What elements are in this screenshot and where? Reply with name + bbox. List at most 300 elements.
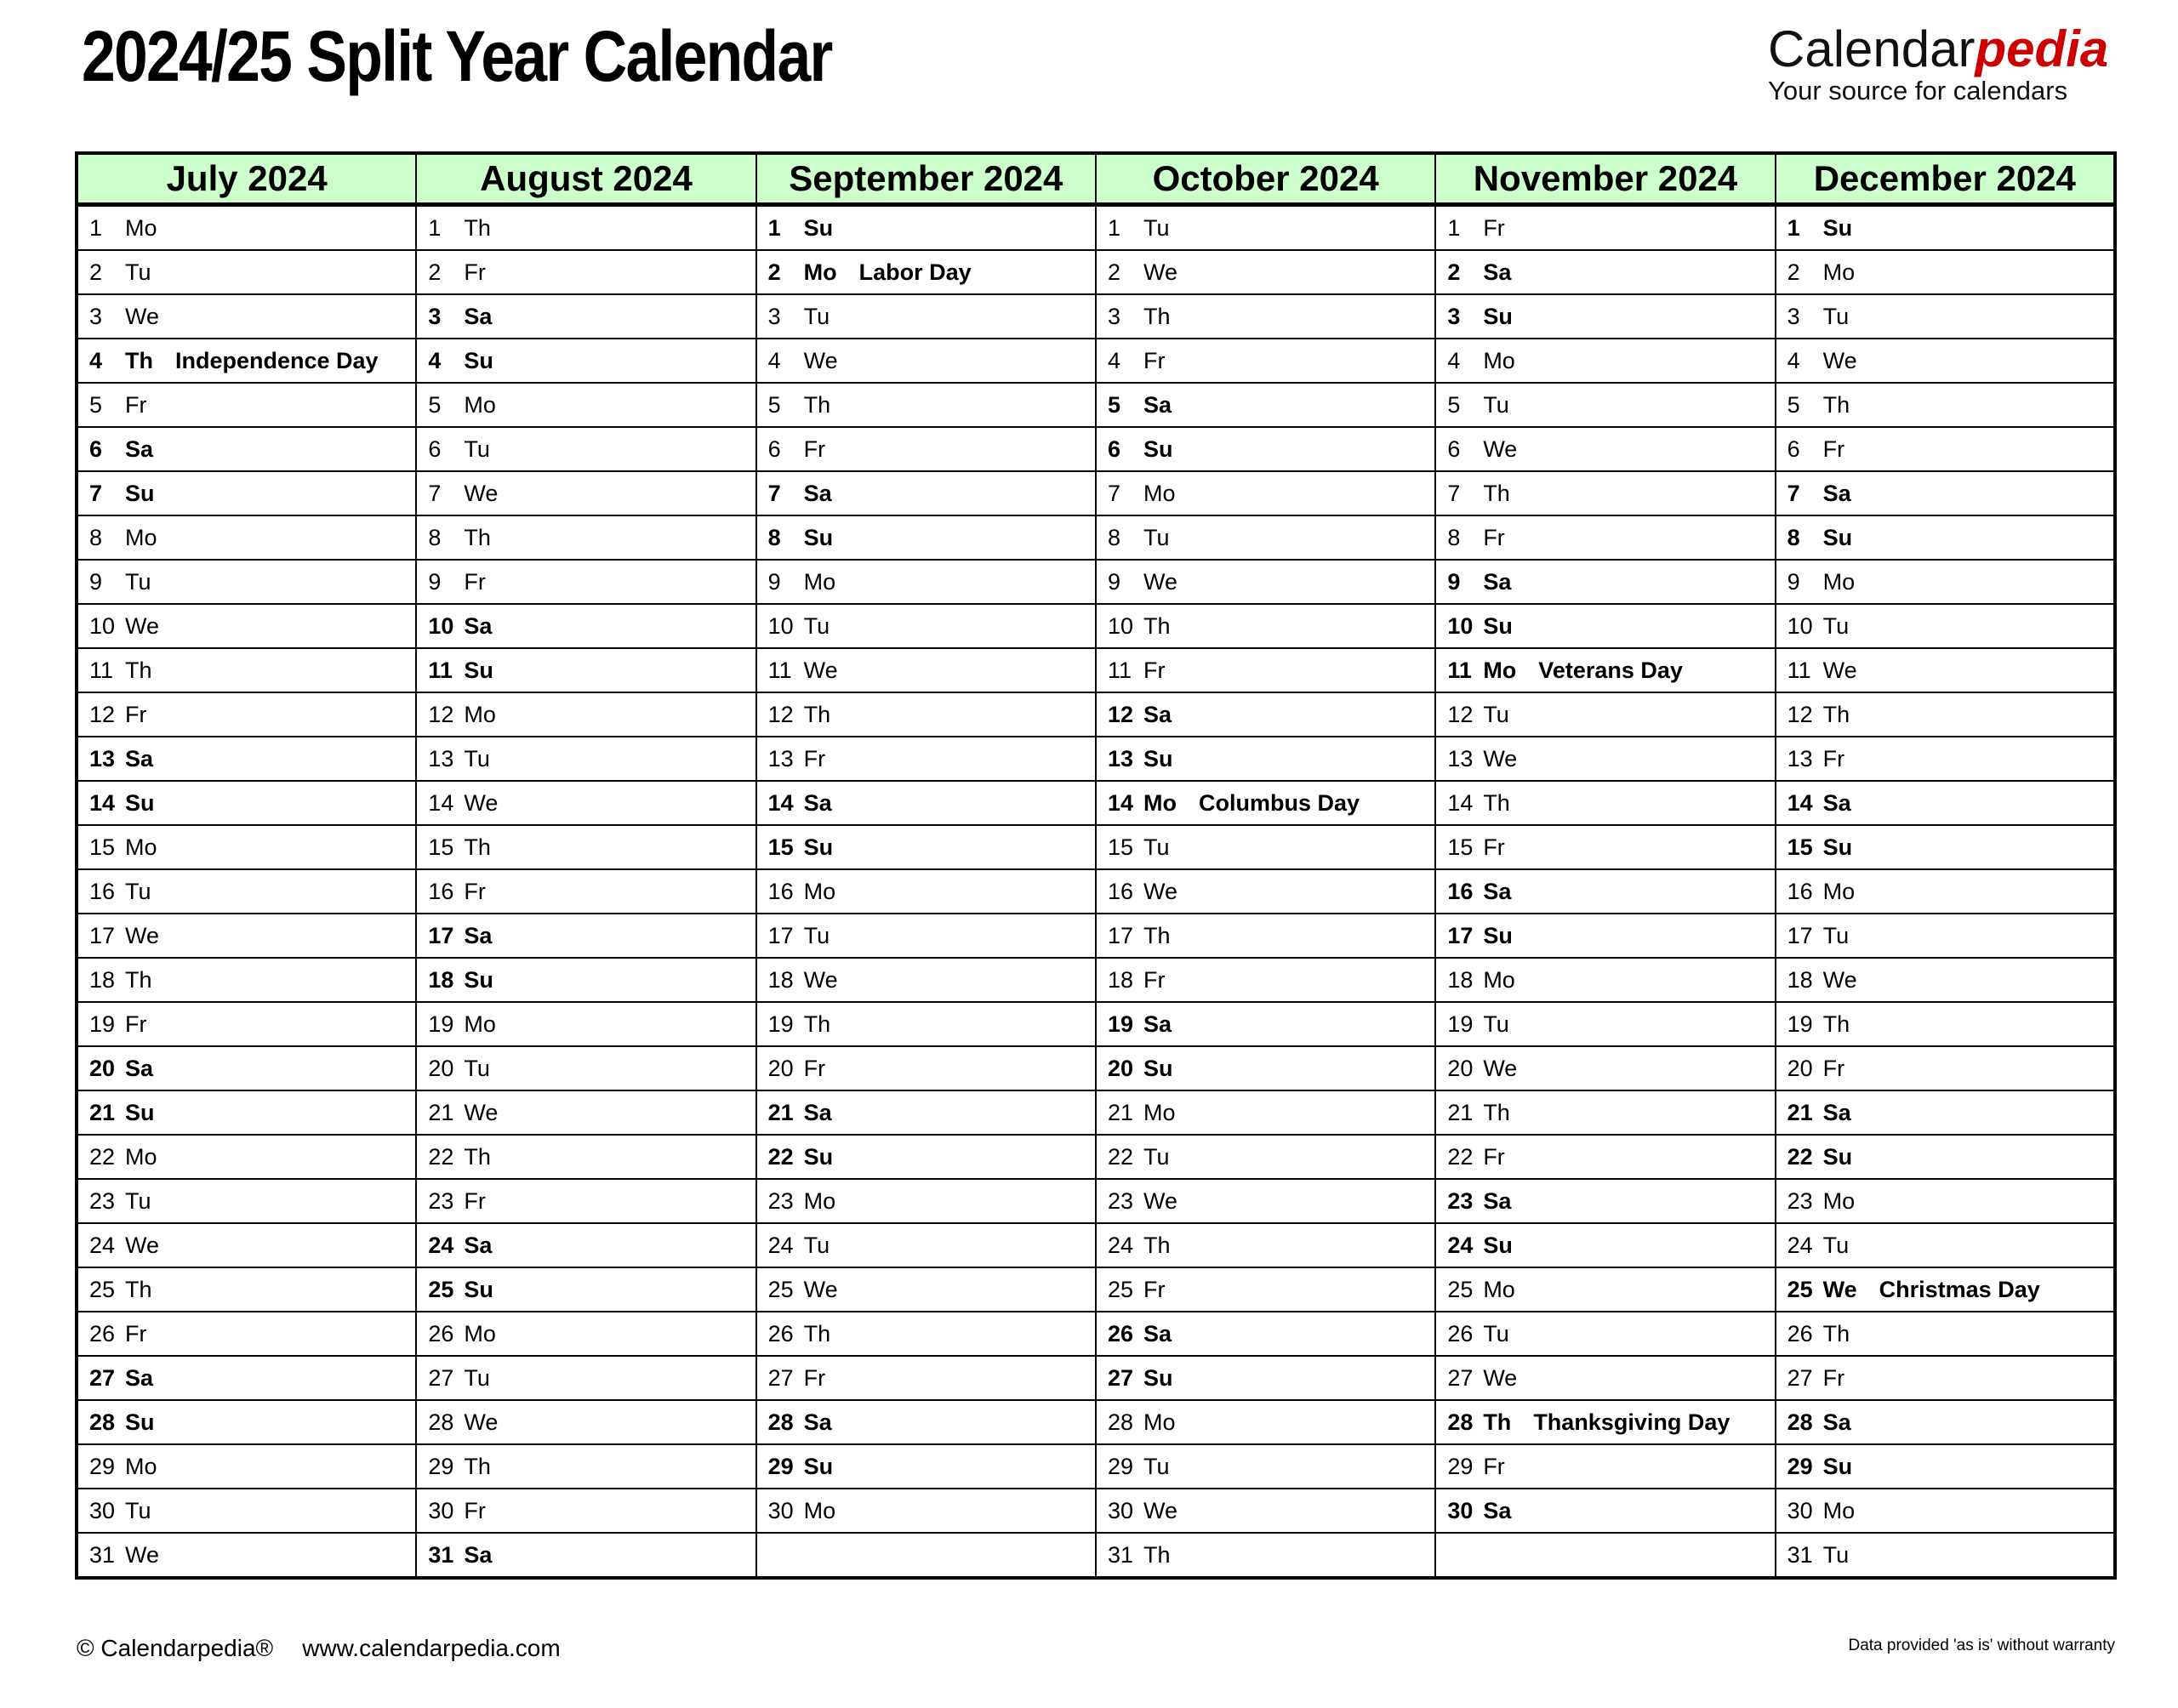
day-number: 24 (1107, 1232, 1134, 1258)
day-cell (77, 869, 416, 914)
day-cell (77, 1533, 416, 1578)
day-number: 4 (428, 347, 442, 373)
day-abbrev: Th (125, 1276, 152, 1302)
day-abbrev: Su (803, 524, 834, 550)
day-cell (1435, 1267, 1775, 1312)
day-cell (77, 648, 416, 692)
day-cell (756, 1135, 1096, 1179)
day-number: 21 (767, 1099, 794, 1125)
day-abbrev: Su (464, 347, 493, 373)
day-number: 22 (428, 1143, 454, 1170)
day-abbrev: Mo (464, 1320, 496, 1346)
day-abbrev: Mo (464, 391, 496, 418)
day-abbrev: Sa (1143, 391, 1172, 418)
day-number: 31 (428, 1541, 454, 1568)
day-cell (1776, 1489, 2115, 1533)
day-abbrev: Th (1483, 1409, 1512, 1435)
day-abbrev: Sa (125, 745, 154, 771)
day-number: 4 (767, 347, 781, 373)
day-cell (1096, 958, 1435, 1002)
day-abbrev: We (803, 1276, 838, 1302)
day-cell (756, 1489, 1096, 1533)
day-number: 25 (1107, 1276, 1134, 1302)
month-header: September 2024 (756, 153, 1096, 205)
day-abbrev: We (464, 480, 499, 506)
day-abbrev: Sa (1822, 1099, 1851, 1125)
holiday-label: Independence Day (175, 347, 379, 373)
day-number: 14 (428, 789, 454, 816)
day-cell (416, 1002, 755, 1046)
day-cell (1776, 515, 2115, 560)
day-cell (756, 560, 1096, 604)
day-number: 10 (767, 612, 794, 639)
day-number: 3 (428, 303, 442, 329)
calendar-row (77, 560, 2115, 604)
day-cell (416, 1135, 755, 1179)
day-abbrev: We (1483, 1364, 1518, 1391)
day-abbrev: Tu (803, 303, 830, 329)
page-title: 2024/25 Split Year Calendar (82, 16, 832, 96)
day-abbrev: We (125, 1541, 160, 1568)
day-number: 12 (89, 701, 116, 727)
day-cell (756, 1223, 1096, 1267)
day-number: 30 (1107, 1497, 1134, 1523)
day-abbrev: Tu (803, 612, 830, 639)
day-number: 4 (1107, 347, 1121, 373)
day-abbrev: Fr (1483, 1453, 1505, 1479)
day-abbrev: We (1143, 1497, 1177, 1523)
day-abbrev: Su (803, 214, 834, 241)
day-cell (1435, 914, 1775, 958)
day-cell (77, 1489, 416, 1533)
day-abbrev: Mo (803, 568, 836, 595)
day-number: 24 (89, 1232, 116, 1258)
day-number: 15 (1787, 834, 1813, 860)
day-cell (77, 1267, 416, 1312)
day-abbrev: We (125, 612, 160, 639)
day-number: 17 (428, 922, 454, 948)
day-abbrev: Mo (803, 878, 836, 904)
day-abbrev: Sa (1822, 480, 1851, 506)
day-abbrev: Sa (125, 1055, 154, 1081)
day-number: 22 (1447, 1143, 1474, 1170)
day-cell (1096, 250, 1435, 294)
day-number: 5 (1447, 391, 1461, 418)
day-cell (1096, 1090, 1435, 1135)
day-cell (1776, 825, 2115, 869)
day-abbrev: Sa (803, 480, 832, 506)
day-number: 19 (1787, 1011, 1813, 1037)
day-abbrev: Fr (125, 1320, 147, 1346)
day-cell (77, 205, 416, 251)
day-cell (77, 1002, 416, 1046)
day-number: 22 (1107, 1143, 1134, 1170)
day-cell (77, 471, 416, 515)
day-number: 2 (1447, 259, 1461, 285)
calendar-row (77, 825, 2115, 869)
day-number: 30 (1447, 1497, 1474, 1523)
day-number: 9 (89, 568, 103, 595)
day-abbrev: Tu (1143, 1143, 1170, 1170)
day-cell (416, 205, 755, 251)
day-cell (756, 1046, 1096, 1090)
day-abbrev: Sa (464, 922, 493, 948)
day-abbrev: Th (803, 391, 831, 418)
day-cell (416, 1533, 755, 1578)
day-abbrev: Sa (1483, 1497, 1512, 1523)
day-number: 12 (1107, 701, 1134, 727)
day-number: 28 (1447, 1409, 1474, 1435)
day-cell (1096, 1223, 1435, 1267)
day-cell (416, 781, 755, 825)
day-number: 20 (1107, 1055, 1134, 1081)
day-cell (1776, 1046, 2115, 1090)
day-number: 11 (1447, 657, 1472, 683)
day-number: 1 (428, 214, 442, 241)
day-abbrev: Su (1143, 436, 1173, 462)
brand-name-black: Calendar (1768, 20, 1976, 77)
day-cell (416, 1046, 755, 1090)
day-number: 24 (1787, 1232, 1813, 1258)
day-cell (1096, 294, 1435, 339)
footer-disclaimer: Data provided 'as is' without warranty (1848, 1637, 2115, 1654)
day-cell (756, 958, 1096, 1002)
day-abbrev: We (803, 347, 838, 373)
day-number: 28 (1107, 1409, 1134, 1435)
day-abbrev: Mo (1483, 657, 1517, 683)
holiday-label: Christmas Day (1879, 1276, 2040, 1302)
day-number: 13 (428, 745, 454, 771)
day-number: 24 (767, 1232, 794, 1258)
day-abbrev: Mo (1143, 1409, 1176, 1435)
month-header: December 2024 (1776, 153, 2115, 205)
day-cell (1096, 1533, 1435, 1578)
day-number: 19 (89, 1011, 116, 1037)
day-abbrev: We (125, 922, 160, 948)
day-cell (77, 1090, 416, 1135)
day-number: 19 (1447, 1011, 1474, 1037)
footer-copyright: © Calendarpedia® (77, 1635, 274, 1661)
day-number: 9 (767, 568, 781, 595)
calendar-row (77, 427, 2115, 471)
calendar-row (77, 515, 2115, 560)
day-abbrev: We (464, 789, 499, 816)
day-abbrev: Fr (1822, 1055, 1845, 1081)
day-number: 16 (89, 878, 116, 904)
day-abbrev: Th (803, 1320, 831, 1346)
day-number: 27 (428, 1364, 454, 1391)
day-cell (756, 869, 1096, 914)
day-abbrev: We (1143, 878, 1177, 904)
day-number: 25 (767, 1276, 794, 1302)
day-number: 15 (1107, 834, 1134, 860)
day-abbrev: Fr (125, 701, 147, 727)
day-number: 25 (1447, 1276, 1474, 1302)
day-abbrev: Fr (464, 1187, 486, 1214)
day-number: 3 (1787, 303, 1800, 329)
day-cell (1096, 383, 1435, 427)
day-number: 26 (89, 1320, 116, 1346)
day-number: 31 (1107, 1541, 1134, 1568)
day-number: 20 (1447, 1055, 1474, 1081)
day-abbrev: Th (1822, 1011, 1850, 1037)
calendar-row (77, 1223, 2115, 1267)
day-abbrev: Th (464, 1143, 491, 1170)
month-header: August 2024 (416, 153, 755, 205)
day-abbrev: Tu (464, 1364, 490, 1391)
day-number: 14 (89, 789, 116, 816)
day-abbrev: Tu (1143, 1453, 1170, 1479)
day-cell (1435, 339, 1775, 383)
day-abbrev: Fr (1483, 524, 1505, 550)
day-abbrev: Th (1143, 1541, 1171, 1568)
day-cell (77, 1444, 416, 1489)
day-cell (1435, 1002, 1775, 1046)
day-abbrev: Th (803, 1011, 831, 1037)
day-cell (1776, 1400, 2115, 1444)
day-number: 20 (767, 1055, 794, 1081)
calendar-row (77, 869, 2115, 914)
day-cell (1435, 737, 1775, 781)
day-cell (77, 294, 416, 339)
day-abbrev: Tu (464, 745, 490, 771)
day-cell (416, 958, 755, 1002)
day-abbrev: Tu (1822, 612, 1850, 639)
day-number: 23 (1787, 1187, 1813, 1214)
day-abbrev: Fr (1483, 834, 1505, 860)
day-cell (756, 825, 1096, 869)
day-abbrev: Fr (125, 391, 147, 418)
day-cell (1776, 250, 2115, 294)
day-cell (1776, 1179, 2115, 1223)
day-number: 27 (89, 1364, 116, 1391)
day-number: 23 (1107, 1187, 1134, 1214)
day-abbrev: We (1822, 657, 1857, 683)
day-cell (1096, 737, 1435, 781)
day-cell (1435, 560, 1775, 604)
day-cell (416, 648, 755, 692)
day-cell (1776, 604, 2115, 648)
day-cell (1435, 1400, 1775, 1444)
day-number: 27 (1787, 1364, 1813, 1391)
day-abbrev: Su (1822, 524, 1853, 550)
day-abbrev: Mo (803, 1497, 836, 1523)
day-number: 5 (1787, 391, 1800, 418)
day-abbrev: Mo (1822, 1497, 1856, 1523)
day-abbrev: Su (1822, 214, 1853, 241)
day-number: 6 (1447, 436, 1461, 462)
day-cell (77, 1135, 416, 1179)
day-abbrev: Fr (803, 436, 826, 462)
day-number: 13 (767, 745, 794, 771)
day-number: 17 (89, 922, 116, 948)
day-number: 2 (89, 259, 103, 285)
day-abbrev: Tu (803, 1232, 830, 1258)
day-cell (1776, 869, 2115, 914)
day-cell (1435, 205, 1775, 251)
day-number: 24 (1447, 1232, 1474, 1258)
calendar-row (77, 1356, 2115, 1400)
footer-url[interactable]: www.calendarpedia.com (302, 1635, 561, 1661)
day-cell (756, 737, 1096, 781)
day-number: 9 (1787, 568, 1800, 595)
day-abbrev: We (125, 303, 160, 329)
calendar-row (77, 471, 2115, 515)
day-abbrev: Mo (1822, 568, 1856, 595)
day-number: 6 (1787, 436, 1800, 462)
day-number: 28 (1787, 1409, 1813, 1435)
day-cell (1096, 1489, 1435, 1533)
day-cell (756, 471, 1096, 515)
calendar-row (77, 958, 2115, 1002)
day-cell (1096, 205, 1435, 251)
day-abbrev: Sa (125, 1364, 154, 1391)
day-abbrev: Sa (1822, 789, 1851, 816)
month-header: November 2024 (1435, 153, 1775, 205)
day-number: 1 (89, 214, 103, 241)
day-number: 7 (767, 480, 781, 506)
day-cell (756, 294, 1096, 339)
day-abbrev: Mo (1483, 1276, 1515, 1302)
day-abbrev: Su (1822, 1453, 1853, 1479)
day-cell (77, 1179, 416, 1223)
day-abbrev: Su (125, 1099, 155, 1125)
month-header: October 2024 (1096, 153, 1435, 205)
holiday-label: Labor Day (858, 259, 972, 285)
brand-name-red: pedia (1975, 20, 2109, 77)
day-cell (416, 1489, 755, 1533)
day-abbrev: Sa (1483, 568, 1512, 595)
day-number: 7 (1447, 480, 1461, 506)
day-abbrev: Fr (1483, 214, 1505, 241)
day-abbrev: Tu (1822, 303, 1850, 329)
day-cell (77, 604, 416, 648)
day-abbrev: Su (125, 1409, 155, 1435)
day-number: 25 (89, 1276, 116, 1302)
day-number: 29 (1787, 1453, 1813, 1479)
day-cell (416, 1356, 755, 1400)
day-abbrev: Th (1143, 612, 1171, 639)
day-cell (416, 604, 755, 648)
day-number: 13 (1447, 745, 1474, 771)
day-abbrev: Sa (1483, 878, 1512, 904)
day-number: 14 (1447, 789, 1474, 816)
day-number: 25 (1787, 1276, 1813, 1302)
day-abbrev: Su (1483, 1232, 1513, 1258)
day-cell (1435, 1223, 1775, 1267)
day-cell (756, 383, 1096, 427)
day-number: 9 (428, 568, 442, 595)
day-number: 12 (1447, 701, 1474, 727)
day-cell (77, 1400, 416, 1444)
day-number: 23 (1447, 1187, 1474, 1214)
day-abbrev: Th (1483, 480, 1510, 506)
day-cell (1435, 1179, 1775, 1223)
day-abbrev: Th (125, 347, 153, 373)
day-cell (1776, 737, 2115, 781)
day-abbrev: Tu (464, 1055, 490, 1081)
day-abbrev: Mo (1483, 966, 1515, 993)
day-abbrev: Su (464, 966, 493, 993)
day-abbrev: We (464, 1099, 499, 1125)
day-cell (416, 1179, 755, 1223)
day-number: 15 (89, 834, 116, 860)
day-cell (77, 958, 416, 1002)
day-number: 2 (1787, 259, 1800, 285)
day-cell (1096, 1312, 1435, 1356)
day-abbrev: Su (1483, 922, 1513, 948)
calendar-row (77, 1533, 2115, 1578)
day-number: 22 (767, 1143, 794, 1170)
day-abbrev: Sa (464, 1541, 493, 1568)
day-abbrev: Fr (1143, 347, 1166, 373)
day-cell (416, 1400, 755, 1444)
day-cell (1776, 958, 2115, 1002)
day-number: 28 (89, 1409, 116, 1435)
day-cell (416, 1267, 755, 1312)
day-cell (416, 825, 755, 869)
day-cell (1435, 781, 1775, 825)
day-abbrev: Th (464, 1453, 491, 1479)
day-number: 18 (428, 966, 454, 993)
day-cell (756, 427, 1096, 471)
day-number: 16 (767, 878, 794, 904)
day-abbrev: Sa (1143, 1011, 1172, 1037)
day-number: 5 (428, 391, 442, 418)
day-abbrev: We (803, 966, 838, 993)
day-number: 24 (428, 1232, 454, 1258)
day-number: 8 (428, 524, 442, 550)
empty-cell (1435, 1533, 1775, 1578)
day-abbrev: We (1483, 436, 1518, 462)
day-number: 7 (1107, 480, 1121, 506)
calendar-row (77, 339, 2115, 383)
day-cell (1776, 560, 2115, 604)
calendar-row (77, 781, 2115, 825)
day-cell (1096, 914, 1435, 958)
day-cell (416, 383, 755, 427)
day-abbrev: Tu (1483, 1011, 1509, 1037)
day-abbrev: Th (125, 966, 152, 993)
day-cell (756, 1400, 1096, 1444)
day-abbrev: Th (1143, 922, 1171, 948)
calendar-row (77, 1135, 2115, 1179)
day-abbrev: Fr (1143, 966, 1166, 993)
day-number: 5 (1107, 391, 1121, 418)
day-number: 11 (89, 657, 114, 683)
day-abbrev: Mo (1822, 1187, 1856, 1214)
day-cell (756, 1356, 1096, 1400)
day-cell (1096, 781, 1435, 825)
day-number: 27 (1447, 1364, 1474, 1391)
day-cell (1435, 427, 1775, 471)
empty-cell (756, 1533, 1096, 1578)
day-number: 21 (89, 1099, 116, 1125)
day-cell (77, 515, 416, 560)
day-abbrev: Tu (125, 878, 151, 904)
day-number: 29 (428, 1453, 454, 1479)
day-cell (1435, 383, 1775, 427)
day-cell (1096, 1002, 1435, 1046)
day-number: 7 (428, 480, 442, 506)
day-abbrev: Th (125, 657, 152, 683)
day-number: 7 (89, 480, 103, 506)
day-abbrev: Tu (1822, 1232, 1850, 1258)
day-cell (77, 250, 416, 294)
day-abbrev: We (1822, 1276, 1857, 1302)
brand-logo[interactable] (1768, 22, 2118, 105)
day-abbrev: Mo (125, 1453, 157, 1479)
